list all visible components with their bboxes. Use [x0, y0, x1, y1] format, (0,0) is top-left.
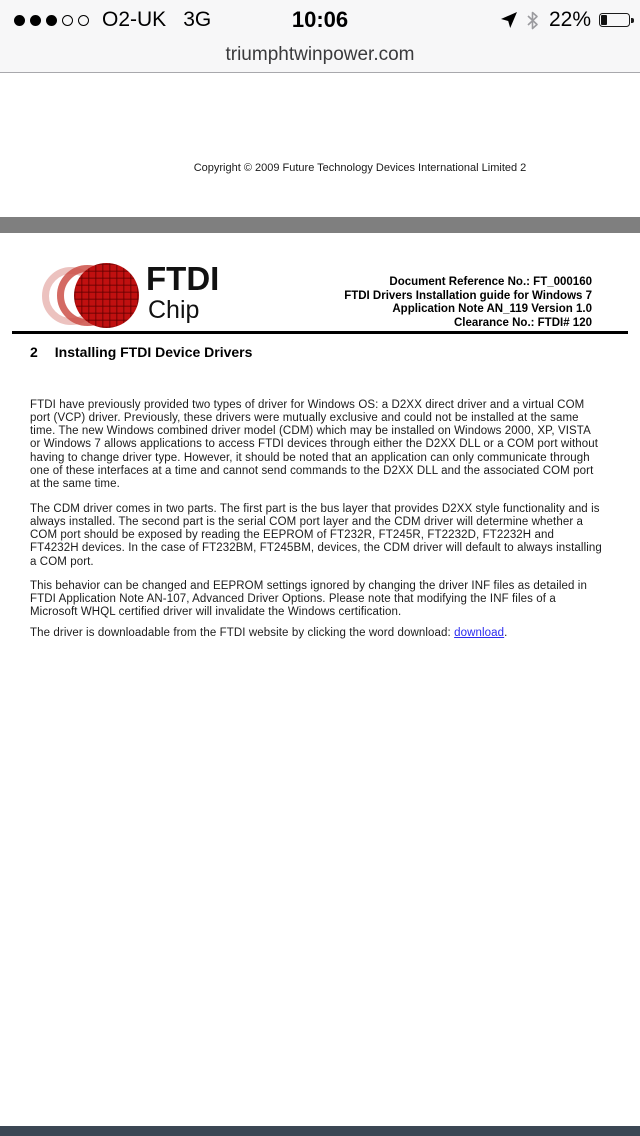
- network-label: 3G: [183, 8, 212, 31]
- section-number: 2: [30, 344, 38, 360]
- battery-icon: [599, 13, 630, 27]
- status-bar: [0, 0, 640, 40]
- doc-clearance: Clearance No.: FTDI# 120: [453, 316, 592, 329]
- browser-chrome: [0, 0, 640, 73]
- download-paragraph: [30, 627, 602, 640]
- url-bar[interactable]: [0, 40, 640, 72]
- page-separator: [0, 217, 640, 233]
- doc-reference: Document Reference No.: FT_000160: [389, 276, 592, 288]
- bluetooth-icon: [526, 11, 539, 30]
- paragraph: This behavior can be changed and EEPROM settings ignored by changing the driver INF files as detailed in FTDI Application Note AN-107, Advanced Driver Options. Please note that modifying the INF files of a Microsoft WHQL certified driver will invalidate the Windows certification.: [30, 579, 587, 619]
- logo-subtitle: Chip: [148, 296, 200, 324]
- logo-text: [146, 262, 219, 323]
- battery-fill: [601, 15, 607, 25]
- copyright-line: Copyright © 2009 Future Technology Devices International Limited 2: [193, 162, 527, 174]
- paragraph: FTDI have previously provided two types of driver for Windows OS: a D2XX direct driver and a virtual COM port (VCP) driver. Previously, these drivers were mutually exclusive and could not be installed at the same time. The new Windows combined driver model (CDM) which may be installed on Windows 2000, XP, VISTA or Windows 7 allows applications to access FTDI devices through either the D2XX DLL or a COM port without having to change driver type. However, it should be noted that an application can only communicate through one of these interfaces at a time and cannot send commands to the D2XX DLL and the associated COM port at the same time.: [30, 398, 599, 491]
- carrier-label: O2-UK: [102, 8, 167, 31]
- battery-percent-label: 22%: [548, 8, 591, 31]
- url-text[interactable]: triumphtwinpower.com: [225, 44, 415, 65]
- ftdi-chip-logo: [42, 262, 222, 332]
- doc-appnote: Application Note AN_119 Version 1.0: [392, 303, 592, 316]
- clock: 10:06: [291, 7, 349, 32]
- location-arrow-icon: [500, 11, 518, 29]
- pdf-document: [0, 74, 640, 1136]
- download-text-prefix: The driver is downloadable from the FTDI website by clicking the word download:: [30, 626, 455, 639]
- section-heading: [30, 344, 252, 360]
- download-link[interactable]: download: [454, 626, 505, 639]
- bottom-bar: [0, 1126, 640, 1136]
- doc-title: FTDI Drivers Installation guide for Windows 7: [344, 289, 592, 302]
- logo-title: FTDI: [146, 260, 220, 297]
- paragraph: The CDM driver comes in two parts. The first part is the bus layer that provides D2XX style functionality and is always installed. The second part is the serial COM port layer and the CDM driver will determine whether a COM port should be exposed by reading the EEPROM of FT232R, FT245R, FT2232D, FT2232H and FT4232H devices. In the case of FT232BM, FT245BM, devices, the CDM driver will default to always installing a COM port.: [30, 502, 602, 568]
- section-title-text: Installing FTDI Device Drivers: [54, 344, 253, 360]
- download-text-suffix: .: [504, 626, 508, 639]
- header-rule: [12, 331, 628, 334]
- document-header: [344, 276, 592, 330]
- status-right: [500, 0, 630, 40]
- battery-nub: [631, 18, 634, 23]
- logo-red-disc-icon: [74, 263, 139, 328]
